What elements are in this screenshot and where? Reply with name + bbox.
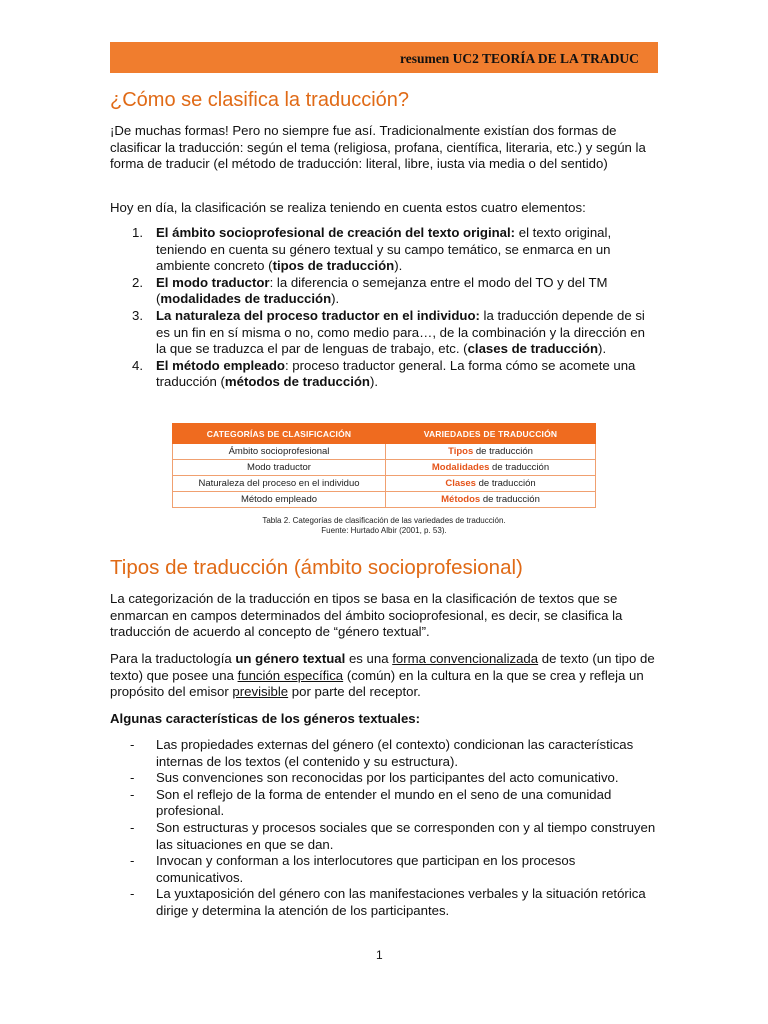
classification-table <box>172 423 596 508</box>
intro-paragraph: ¡De muchas formas! Pero no siempre fue así. Tradicionalmente existían dos formas de clasificar la traducción: según el tema (religiosa, profana, científica, literaria, etc.) y según la forma de traducir (el método de traducción: literal, libre, iusta via media o del sentido) <box>110 123 646 172</box>
variety-cell: Modalidades de traducción <box>386 460 596 476</box>
list-item: - Son el reflejo de la forma de entender el mundo en el seno de una comunidad profesional. <box>130 786 612 819</box>
figure-caption: Tabla 2. Categorías de clasificación de las variedades de traducción. Fuente: Hurtado Albir (2001, p. 53). <box>262 516 506 535</box>
list-item: 4. El método empleado: proceso traductor general. La forma cómo se acomete una traducción (métodos de traducción). <box>132 357 636 390</box>
classification-figure <box>172 423 596 536</box>
variety-cell: Métodos de traducción <box>386 492 596 508</box>
category-cell: Modo traductor <box>173 460 386 476</box>
section-title-clasificacion: ¿Cómo se clasifica la traducción? <box>110 89 410 111</box>
list-item: - Son estructuras y procesos sociales que se corresponden con y al tiempo construyen las situaciones en que se dan. <box>130 819 656 852</box>
list-item: 2. El modo traductor: la diferencia o semejanza entre el modo del TO y del TM (modalidades de traducción). <box>132 274 608 307</box>
variety-cell: Tipos de traducción <box>386 444 596 460</box>
table-row <box>173 460 596 476</box>
category-cell: Ámbito socioprofesional <box>173 444 386 460</box>
characteristics-list <box>110 737 658 920</box>
table-header-row <box>173 424 596 444</box>
list-item: - La yuxtaposición del género con las manifestaciones verbales y la situación retórica dirige y determina la atención de los participantes. <box>130 886 646 918</box>
lead-paragraph: Hoy en día, la clasificación se realiza teniendo en cuenta estos cuatro elementos: <box>110 200 586 215</box>
column-header: VARIEDADES DE TRADUCCIÓN <box>386 424 596 444</box>
characteristics-subheading: Algunas características de los géneros textuales: <box>110 711 421 726</box>
table-row <box>173 476 596 492</box>
column-header: CATEGORÍAS DE CLASIFICACIÓN <box>173 424 386 444</box>
list-item: - Invocan y conforman a los interlocutores que participan en los procesos comunicativos. <box>130 853 576 885</box>
list-item: 3. La naturaleza del proceso traductor en el individuo: la traducción depende de si es un fin en sí misma o no, como medio para…, de la combinación y la dirección en la que se traduzca el par de lenguas de trabajo, etc. (clases de traducción). <box>132 307 645 357</box>
table-row <box>173 444 596 460</box>
list-item: - Las propiedades externas del género (el contexto) condicionan las características internas de los textos (el contenido y su estructura). <box>130 737 634 769</box>
list-item: - Sus convenciones son reconocidas por los participantes del acto comunicativo. <box>130 770 619 786</box>
classification-elements-list <box>110 225 658 391</box>
page-number: 1 <box>376 948 383 962</box>
running-title: resumen UC2 TEORÍA DE LA TRADUC <box>400 51 639 66</box>
table-row <box>173 492 596 508</box>
genre-paragraph-2: Para la traductología un género textual es una forma convencionalizada de texto (un tipo de texto) que posee una función específica (común) en la cultura en la que se crea y refleja un propósito del emisor previsible por parte del receptor. <box>110 651 655 700</box>
category-cell: Método empleado <box>173 492 386 508</box>
section-title-tipos: Tipos de traducción (ámbito socioprofesional) <box>110 556 523 579</box>
genre-paragraph-1: La categorización de la traducción en tipos se basa en la clasificación de textos que se enmarcan en campos determinados del ámbito socioprofesional, es decir, se clasifica la traducción de acuerdo al concepto de “género textual”. <box>110 591 623 640</box>
list-item: 1. El ámbito socioprofesional de creación del texto original: el texto original, teniendo en cuenta su género textual y su campo temático, se enmarca en un ambiente concreto (tipos de traducción). <box>132 225 612 274</box>
category-cell: Naturaleza del proceso en el individuo <box>173 476 386 492</box>
variety-cell: Clases de traducción <box>386 476 596 492</box>
running-header <box>110 42 658 73</box>
